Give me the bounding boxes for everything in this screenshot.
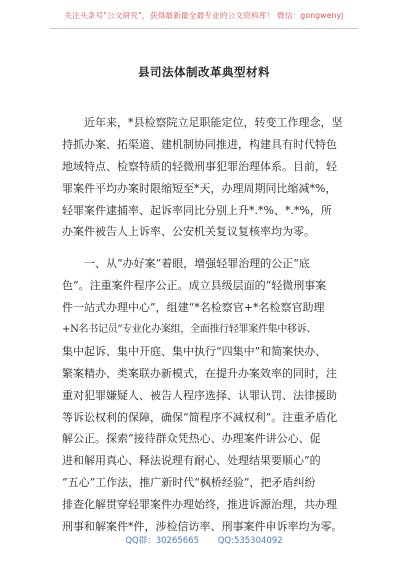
body-line: “五心”工作法，推广新时代“枫桥经验”，把矛盾纠纷 [62, 476, 316, 490]
body-line: 持抓办案、拓渠道、建机制协同推进，构建具有时代特色 [62, 137, 337, 151]
document-body [62, 112, 349, 538]
body-line: 解公正。探索“接待群众凭热心、办理案件讲公心、促 [62, 432, 321, 446]
body-line: 近年来，*县检察院立足职能定位，转变工作理念，坚 [84, 116, 343, 129]
body-line: +N名书记员”专业化办案组，全面推行轻罪案件集中移诉、 [62, 324, 317, 336]
body-line: 进和解用真心、释法说理有耐心、处理结果要顺心”的 [62, 454, 321, 468]
page-header [0, 0, 408, 30]
body-line: 一、从“办好案”着眼，增强轻罪治理的公正“底 [84, 257, 310, 271]
body-line: 件一站式办理中心”，组建“*名检察官+*名检察官助理 [62, 301, 325, 315]
body-line: 繁案精办、类案联办新模式，在提升办案效率的同时，注 [62, 366, 337, 380]
body-line: 色”。注重案件程序公正。成立县级层面的“轻微刑事案 [62, 279, 327, 293]
body-line: 罪案件平均办案时限缩短至*天，办理周期同比缩减*%， [62, 181, 337, 195]
footer-qq-group: QQ群：30265665 [125, 536, 200, 546]
header-banner: 关注头条号"公文研究"，获得最新最全最专业的公文资料库！ 微信：gongwenyj [64, 11, 344, 20]
body-line: 排查化解贯穿轻罪案件办理始终，推进诉源治理，共办理 [62, 498, 337, 512]
document-title: 县司法体制改革典型材料 [138, 65, 270, 79]
body-line: 重对犯罪嫌疑人、被告人程序选择、认罪认罚、法律援助 [62, 388, 337, 402]
body-line: 轻罪案件逮捕率、起诉率同比分别上升*.*%、*.*%，所 [62, 203, 332, 217]
body-line: 办案件被告人上诉率、公安机关复议复核率均为零。 [62, 225, 315, 239]
footer-qq: QQ:535304092 [217, 536, 283, 546]
body-line: 集中起诉、集中开庭、集中执行“四集中”和简案快办、 [62, 344, 327, 358]
page-footer [0, 534, 408, 546]
body-line: 刑事和解案件*件，涉检信访率、刑事案件申诉率均为零。 [62, 520, 343, 534]
header-divider [50, 28, 358, 29]
body-line: 地域特点、检察特质的轻微刑事犯罪治理体系。目前，轻 [62, 159, 337, 173]
body-line: 等诉讼权利的保障，确保“简程序不减权利”。注重矛盾化 [62, 410, 338, 424]
